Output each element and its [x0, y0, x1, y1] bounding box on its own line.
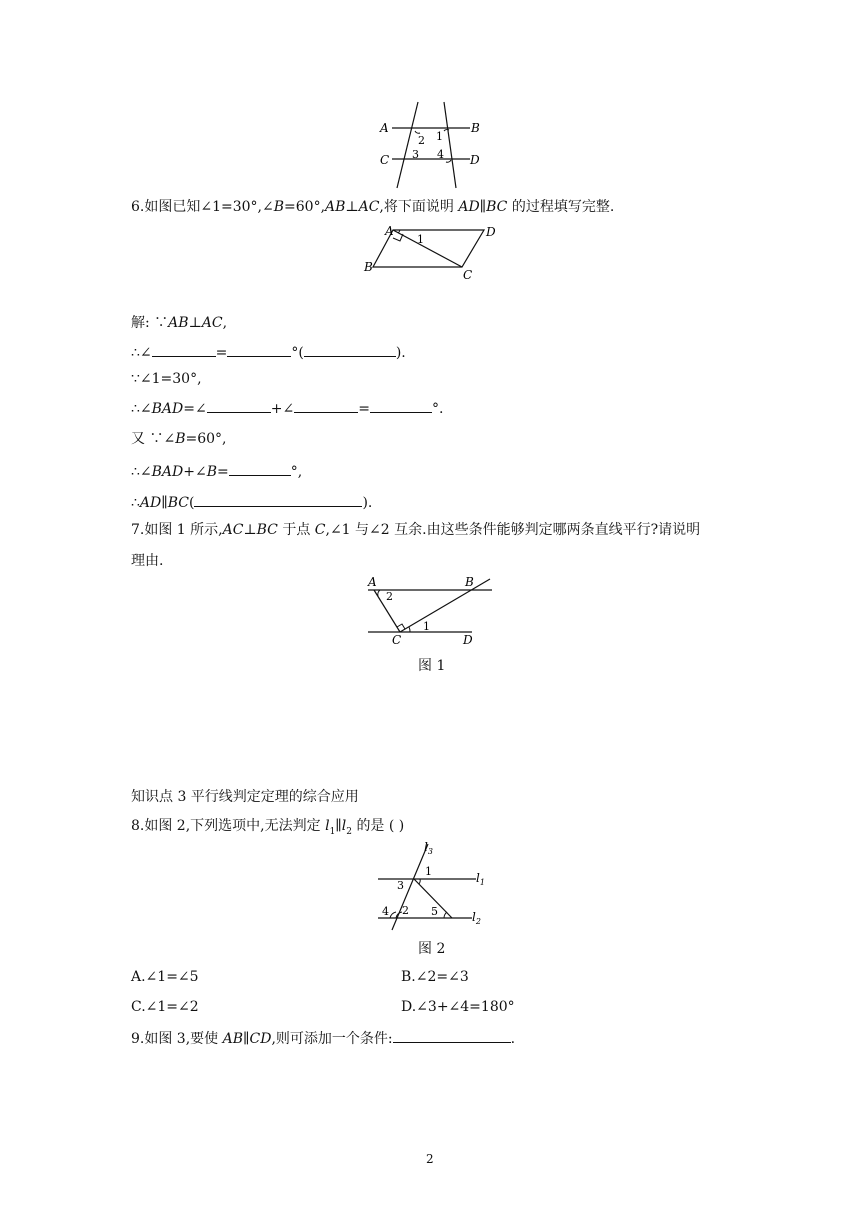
step-text: (: [188, 495, 195, 511]
step-text: ,: [222, 315, 228, 331]
stem-text: ,∠1 与∠2 互余.由这些条件能够判定哪两条直线平行?请说明: [325, 522, 701, 538]
answer-blank[interactable]: [370, 398, 432, 413]
step-text: =: [215, 345, 228, 361]
label-c: C: [463, 268, 473, 282]
stem-math: AC⊥BC: [222, 522, 278, 538]
answer-blank[interactable]: [152, 342, 216, 357]
step-math: BAD: [151, 401, 184, 417]
q6-stem-b: B: [273, 199, 285, 215]
step-text: °.: [431, 401, 444, 417]
step-math: B: [206, 464, 218, 480]
step-text: °,: [290, 464, 303, 480]
angle-1-label: 1: [417, 233, 424, 246]
angle-2-label: 2: [418, 134, 425, 147]
answer-blank[interactable]: [194, 492, 362, 507]
answer-blank[interactable]: [207, 398, 271, 413]
stem-text: ∥: [335, 818, 342, 834]
q8-option-a[interactable]: A.∠1=∠5: [131, 969, 199, 985]
q6-stem-mid: =60°,: [284, 199, 326, 215]
q6-step-5: [131, 430, 226, 448]
stem-math: AB∥CD: [222, 1031, 272, 1047]
q6-step-6: [131, 461, 302, 481]
q6-stem-text: 6.如图已知∠1=30°,∠: [131, 199, 274, 215]
step-text: 解: ∵: [131, 315, 169, 331]
label-c: C: [380, 153, 390, 167]
stem-text: 的是 ( ): [356, 818, 405, 834]
stem-text: 9.如图 3,要使: [131, 1031, 219, 1047]
step-text: ).: [362, 495, 373, 511]
angle-1-label: 1: [436, 130, 443, 143]
stem-text: 7.如图 1 所示,: [131, 522, 223, 538]
q8-option-c[interactable]: C.∠1=∠2: [131, 999, 199, 1015]
label-b: B: [364, 260, 373, 274]
q6-stem: [131, 198, 614, 216]
step-text: 又 ∵∠: [131, 431, 176, 447]
step-math: AD∥BC: [139, 495, 189, 511]
step-text: ∴: [131, 495, 140, 511]
stem-math: l: [325, 818, 330, 834]
q6-step-7: [131, 492, 372, 512]
q6-stem-ad-bc: AD∥BC: [458, 199, 508, 215]
section-3-title: 知识点 3 平行线判定定理的综合应用: [131, 789, 359, 805]
q6-step-1: [131, 314, 227, 332]
q7-stem-line-1: [131, 521, 700, 539]
step-text: +∠: [183, 464, 207, 480]
q6-stem-post: 的过程填写完整.: [511, 199, 615, 215]
answer-blank[interactable]: [294, 398, 358, 413]
label-a: A: [380, 121, 389, 135]
label-l3: $l_3$: [424, 840, 433, 856]
step-math: B: [175, 431, 186, 447]
step-math: AB⊥AC: [168, 315, 223, 331]
subscript: 2: [346, 826, 352, 837]
label-a: A: [385, 224, 394, 238]
stem-text: 8.如图 2,下列选项中,无法判定: [131, 818, 321, 834]
stem-math: l: [341, 818, 347, 834]
step-math: BAD: [151, 464, 184, 480]
q9-stem: [131, 1028, 515, 1048]
label-d: D: [463, 633, 473, 647]
step-text: =: [217, 464, 229, 480]
figure-2-caption: 图 2: [418, 941, 446, 957]
label-d: D: [486, 225, 496, 239]
label-d: D: [470, 153, 480, 167]
answer-blank[interactable]: [393, 1028, 511, 1043]
step-text: ∴∠: [131, 464, 152, 480]
subscript: 1: [329, 826, 336, 837]
q6-stem-ab-ac: AB⊥AC: [325, 199, 380, 215]
stem-text: ,则可添加一个条件:: [271, 1031, 393, 1047]
angle-2-label: 2: [402, 904, 409, 917]
q6-step-2: [131, 342, 406, 362]
step-text: +∠: [270, 401, 295, 417]
label-b: B: [465, 575, 474, 589]
label-l1: $l_1$: [476, 871, 485, 887]
figure-2-q8: [376, 838, 492, 934]
angle-4-label: 4: [437, 148, 444, 161]
figure-1-caption: 图 1: [418, 658, 446, 674]
step-text: ).: [395, 345, 406, 361]
angle-1-label: 1: [425, 865, 432, 878]
angle-4-label: 4: [382, 905, 389, 918]
q8-option-b[interactable]: B.∠2=∠3: [401, 969, 469, 985]
figure-1-q7: [362, 574, 498, 650]
q8-stem: [131, 817, 404, 841]
step-text: =∠: [183, 401, 207, 417]
stem-math: C: [314, 522, 326, 538]
page-number: 2: [426, 1152, 434, 1166]
label-c: C: [392, 633, 402, 647]
figure-top-parallel-lines: [370, 100, 490, 192]
label-l2: $l_2$: [472, 910, 481, 926]
step-text: ∴∠: [131, 401, 152, 417]
q6-stem-mid2: ,将下面说明: [379, 199, 454, 215]
angle-3-label: 3: [412, 148, 419, 161]
step-text: =60°,: [185, 431, 227, 447]
answer-blank[interactable]: [229, 461, 291, 476]
step-text: ∴∠: [131, 345, 152, 361]
step-text: °(: [291, 345, 304, 361]
angle-2-label: 2: [386, 590, 393, 603]
q6-step-4: [131, 398, 443, 418]
stem-text: 于点: [282, 522, 311, 538]
q8-option-d[interactable]: D.∠3+∠4=180°: [401, 999, 515, 1015]
angle-1-label: 1: [423, 620, 430, 633]
step-text: =: [358, 401, 370, 417]
stem-text: .: [510, 1031, 516, 1047]
label-a: A: [368, 575, 377, 589]
answer-blank[interactable]: [304, 342, 396, 357]
q6-step-3: ∵∠1=30°,: [131, 371, 202, 387]
q7-stem-line-2: 理由.: [131, 553, 164, 569]
angle-3-label: 3: [397, 879, 404, 892]
label-b: B: [471, 121, 480, 135]
figure-q6-parallelogram: [360, 222, 505, 282]
answer-blank[interactable]: [227, 342, 291, 357]
angle-5-label: 5: [431, 905, 438, 918]
